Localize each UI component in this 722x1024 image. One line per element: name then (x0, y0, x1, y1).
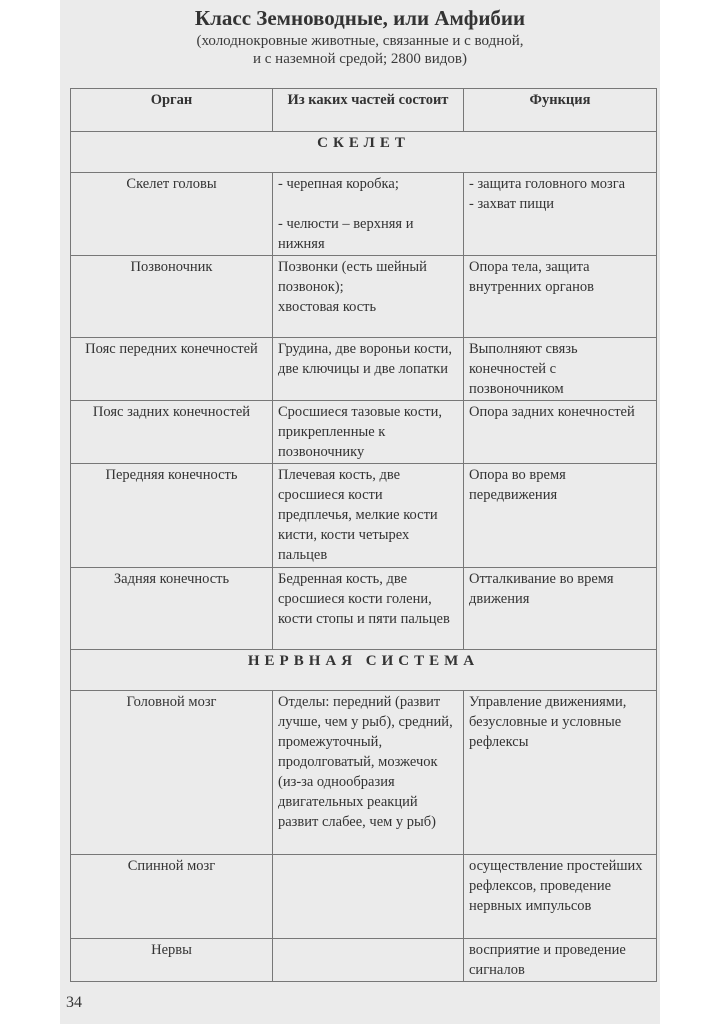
section-title-nervous: НЕРВНАЯ СИСТЕМА (71, 650, 657, 691)
organ-cell: Пояс задних конечностей (71, 401, 273, 464)
parts-cell (273, 173, 464, 256)
function-cell: осуществление простейших рефлексов, проведение нервных импульсов (464, 855, 657, 939)
organ-cell: Нервы (71, 939, 273, 982)
function-cell: Опора задних конечностей (464, 401, 657, 464)
book-page (60, 0, 660, 1024)
table-row (71, 256, 657, 338)
parts-line: Позвонки (есть шейный позвонок); (278, 259, 427, 295)
parts-cell: Сросшиеся тазовые кости, прикрепленные к позвоночнику (273, 401, 464, 464)
parts-cell: Отделы: передний (развит лучше, чем у рыб), средний, промежуточный, продолговатый, мозжечок (из-за однообразия двигательных реакций развит слабее, чем у рыб) (273, 691, 464, 855)
table-row (71, 939, 657, 982)
amphibian-table (70, 88, 657, 982)
table-row (71, 568, 657, 650)
table-row (71, 401, 657, 464)
parts-cell (273, 939, 464, 982)
organ-cell: Пояс передних конечностей (71, 338, 273, 401)
parts-line (278, 194, 458, 214)
parts-cell: Плечевая кость, две сросшиеся кости предплечья, мелкие кости кисти, кости четырех пальцев (273, 464, 464, 568)
function-cell (464, 173, 657, 256)
parts-cell: Бедренная кость, две сросшиеся кости голени, кости стопы и пяти пальцев (273, 568, 464, 650)
header-organ: Орган (71, 89, 273, 132)
section-row-skeleton (71, 132, 657, 173)
page-number: 34 (66, 994, 82, 1011)
function-line: - защита головного мозга (469, 176, 626, 192)
header-parts: Из каких частей состоит (273, 89, 464, 132)
section-row-nervous (71, 650, 657, 691)
section-title-skeleton: СКЕЛЕТ (71, 132, 657, 173)
organ-cell: Задняя конечность (71, 568, 273, 650)
function-line: - захват пищи (469, 196, 554, 212)
function-cell: Отталкивание во время движения (464, 568, 657, 650)
organ-cell: Позвоночник (71, 256, 273, 338)
table-row (71, 855, 657, 939)
page-subtitle (60, 32, 660, 68)
function-cell: Выполняют связь конечностей с позвоночником (464, 338, 657, 401)
function-cell: Управление движениями, безусловные и условные рефлексы (464, 691, 657, 855)
function-cell: Опора во время передвижения (464, 464, 657, 568)
parts-line: - черепная коробка; (278, 176, 399, 192)
parts-cell (273, 855, 464, 939)
page-title: Класс Земноводные, или Амфибии (194, 6, 526, 30)
parts-cell: Грудина, две вороньи кости, две ключицы и две лопатки (273, 338, 464, 401)
table-row (71, 691, 657, 855)
parts-line: хвостовая кость (278, 299, 377, 315)
subtitle-line: и с наземной средой; 2800 видов) (252, 51, 467, 67)
table-header-row (71, 89, 657, 132)
organ-cell: Головной мозг (71, 691, 273, 855)
table-row (71, 173, 657, 256)
table-row (71, 464, 657, 568)
function-cell: Опора тела, защита внутренних органов (464, 256, 657, 338)
parts-line: - челюсти – верхняя и нижняя (278, 216, 414, 252)
function-cell: восприятие и проведение сигналов (464, 939, 657, 982)
table-row (71, 338, 657, 401)
organ-cell: Скелет головы (71, 173, 273, 256)
parts-cell (273, 256, 464, 338)
subtitle-line: (холоднокровные животные, связанные и с водной, (196, 33, 524, 49)
header-function: Функция (464, 89, 657, 132)
organ-cell: Спинной мозг (71, 855, 273, 939)
organ-cell: Передняя конечность (71, 464, 273, 568)
